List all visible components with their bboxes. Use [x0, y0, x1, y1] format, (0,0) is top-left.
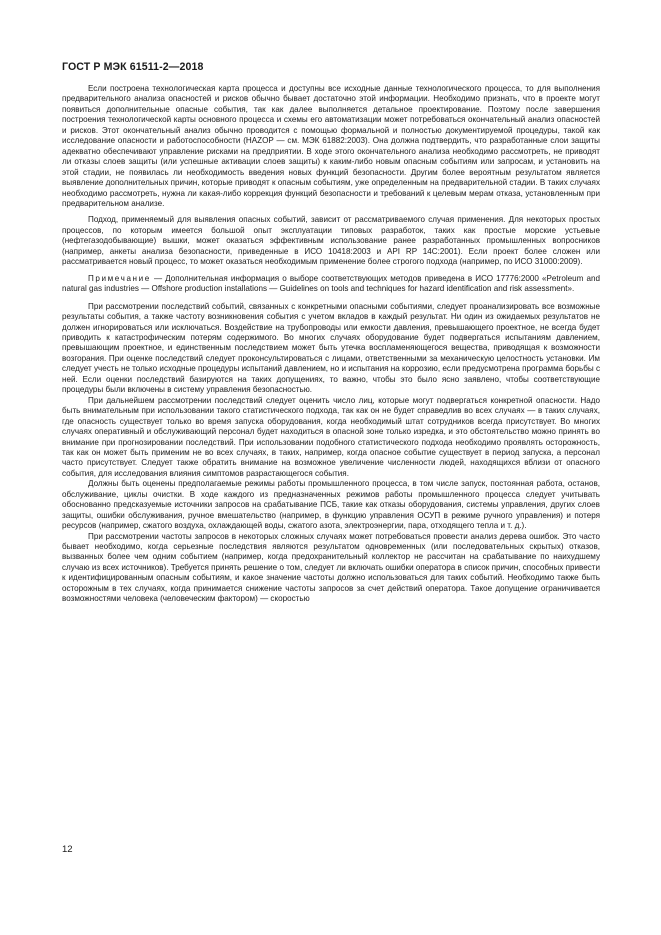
page-number: 12: [62, 844, 73, 855]
note-paragraph: [62, 274, 600, 295]
document-header: ГОСТ Р МЭК 61511-2—2018: [62, 61, 204, 73]
paragraph-operating-modes: Должны быть оценены предполагаемые режимы работы промышленного процесса, в том числе запуск, постоянная работа, останов, обслуживание, циклы очистки. В ходе каждого из предназначенных режимов работы промышленного процесса следует учитывать обоснованно предсказуемые источники запросов на срабатывание ПСБ, такие как отказы оборудования, системы управления, других слоев защиты, ошибки обслуживания, ручное вмешательство (например, в функцию управления ОСУП в режиме ручного управления) и потеря ресурсов (например, сжатого воздуха, охлаждающей воды, сжатого азота, электроэнергии, пара, отходящего тепла и т. д.).: [62, 479, 600, 531]
paragraph-route-map: Если построена технологическая карта процесса и доступны все исходные данные технологического процесса, то для выполнения предварительного анализа опасностей и рисков обычно бывает достаточно этой информации. Необходимо признать, что в проекте могут появиться дополнительные опасные события, так как далее выполняется детальное проектирование. Поэтому после завершения построения технологической карты основного процесса и схемы его автоматизации может потребоваться окончательный анализ опасностей и рисков. Этот окончательный анализ обычно проводится с помощью формальной и полностью документируемой процедуры, такой как исследование опасности и работоспособности (HAZOP — см. МЭК 61882:2003). Она должна подтвердить, что разработанные слои защиты адекватно обеспечивают управление рисками на предприятии. В ходе этого окончательного анализа необходимо рассмотреть, не приводят ли отказы слоев защиты (или успешные активации слоев защиты) к каким-либо новым опасным событиям или запросам, и установить на этой стадии, не появилась ли необходимость введения новых функций безопасности. Другим более вероятным результатом является выявление дополнительных причин, которые приводят к опасным событиям, уже определенным на предварительной стадии. В таких случаях необходимо рассмотреть, нужна ли какая-либо коррекция функций безопасности и требований к целевым мерам отказа, установленным при предварительном анализе.: [62, 84, 600, 208]
note-label: Примечание: [88, 273, 151, 283]
note-text: — Дополнительная информация о выборе соответствующих методов приведена в ИСО 17776:2000 «Petroleum and natural gas industries — Offshore production installations — Guidelines on tools and techniques for hazard identification and risk assessment».: [62, 273, 600, 294]
paragraph-demand-rate: При рассмотрении частоты запросов в некоторых сложных случаях может потребоваться провести анализ дерева ошибок. Это часто бывает необходимо, когда серьезные последствия являются результатом одновременных (или последовательных скрытых) отказов, вызванных более чем одним событием (например, когда предохранительный коллектор не рассчитан на срабатывание по наихудшему случаю из всех источников). Требуется принять решение о том, следует ли включать ошибки оператора в список причин, способных привести к идентифицированным опасным событиям, и какое значение частоты должно использоваться для таких событий. Необходимо также быть осторожным в тех случаях, когда принимается снижение частоты запросов за счет действий оператора. Такое допущение ограничивается возможностями человека (человеческим фактором) — скоростью: [62, 531, 600, 604]
paragraph-approach: Подход, применяемый для выявления опасных событий, зависит от рассматриваемого случая применения. Для некоторых простых процессов, по которым имеется большой опыт эксплуатации типовых разработок, таких как простые морские устьевые (нефтегазодобывающие) вышки, может оказаться эффективным использование ранее разработанных промышленных вопросников (например, анкеты анализа безопасности, приведенные в ИСО 10418:2003 и API RP 14C:2001). Если проект более сложен или рассматривается новый процесс, то может оказаться необходимым применение более строгого подхода (например, по ИСО 31000:2009).: [62, 215, 600, 267]
document-body: [62, 84, 600, 605]
paragraph-consequences: При рассмотрении последствий событий, связанных с конкретными опасными событиями, следует проанализировать все возможные результаты события, а также частоту возникновения события с учетом вкладов в каждый результат. Ни один из ожидаемых результатов не должен игнорироваться или исключаться. Воздействие на трубопроводы или емкости давления, превышающего проектное, не всегда будет приводить к катастрофическим потерям содержимого. Во многих случаях оборудование будет подвергаться испытаниям давлением, превышающим проектное, и единственным последствием может быть утечка воспламеняющегося вещества, приводящая к возможности возгорания. При оценке последствий следует проконсультироваться с лицами, ответственными за механическую целостность установки. Им следует учесть не только исходные процедуры испытаний давлением, но и испытания на коррозию, если предусмотрена программа борьбы с ней. Если оценки последствий базируются на таких допущениях, то важно, чтобы это было ясно заявлено, чтобы соответствующие процедуры были включены в систему управления безопасностью.: [62, 301, 600, 395]
paragraph-personnel: При дальнейшем рассмотрении последствий следует оценить число лиц, которые могут подвергаться конкретной опасности. Надо быть внимательным при использовании такого статистического подхода, так как он не будет справедлив во всех случаях — в таких случаях, где опасность существует только во время запуска оборудования, когда необходимый штат сотрудников всегда присутствует. Во многих случаях оперативный и обслуживающий персонал будет находиться в опасной зоне только изредка, и это обстоятельство можно принять во внимание при прогнозировании последствий. При использовании подобного статистического подхода необходимо проявлять осторожность, так как он может быть применим не во всех случаях, в таких, например, когда опасное событие существует в период запуска, а персонал часто присутствует. Следует также обратить внимание на возможное увеличение численности людей, находящихся вблизи от опасного события, для исследования влияния симптомов разрастающегося события.: [62, 395, 600, 478]
